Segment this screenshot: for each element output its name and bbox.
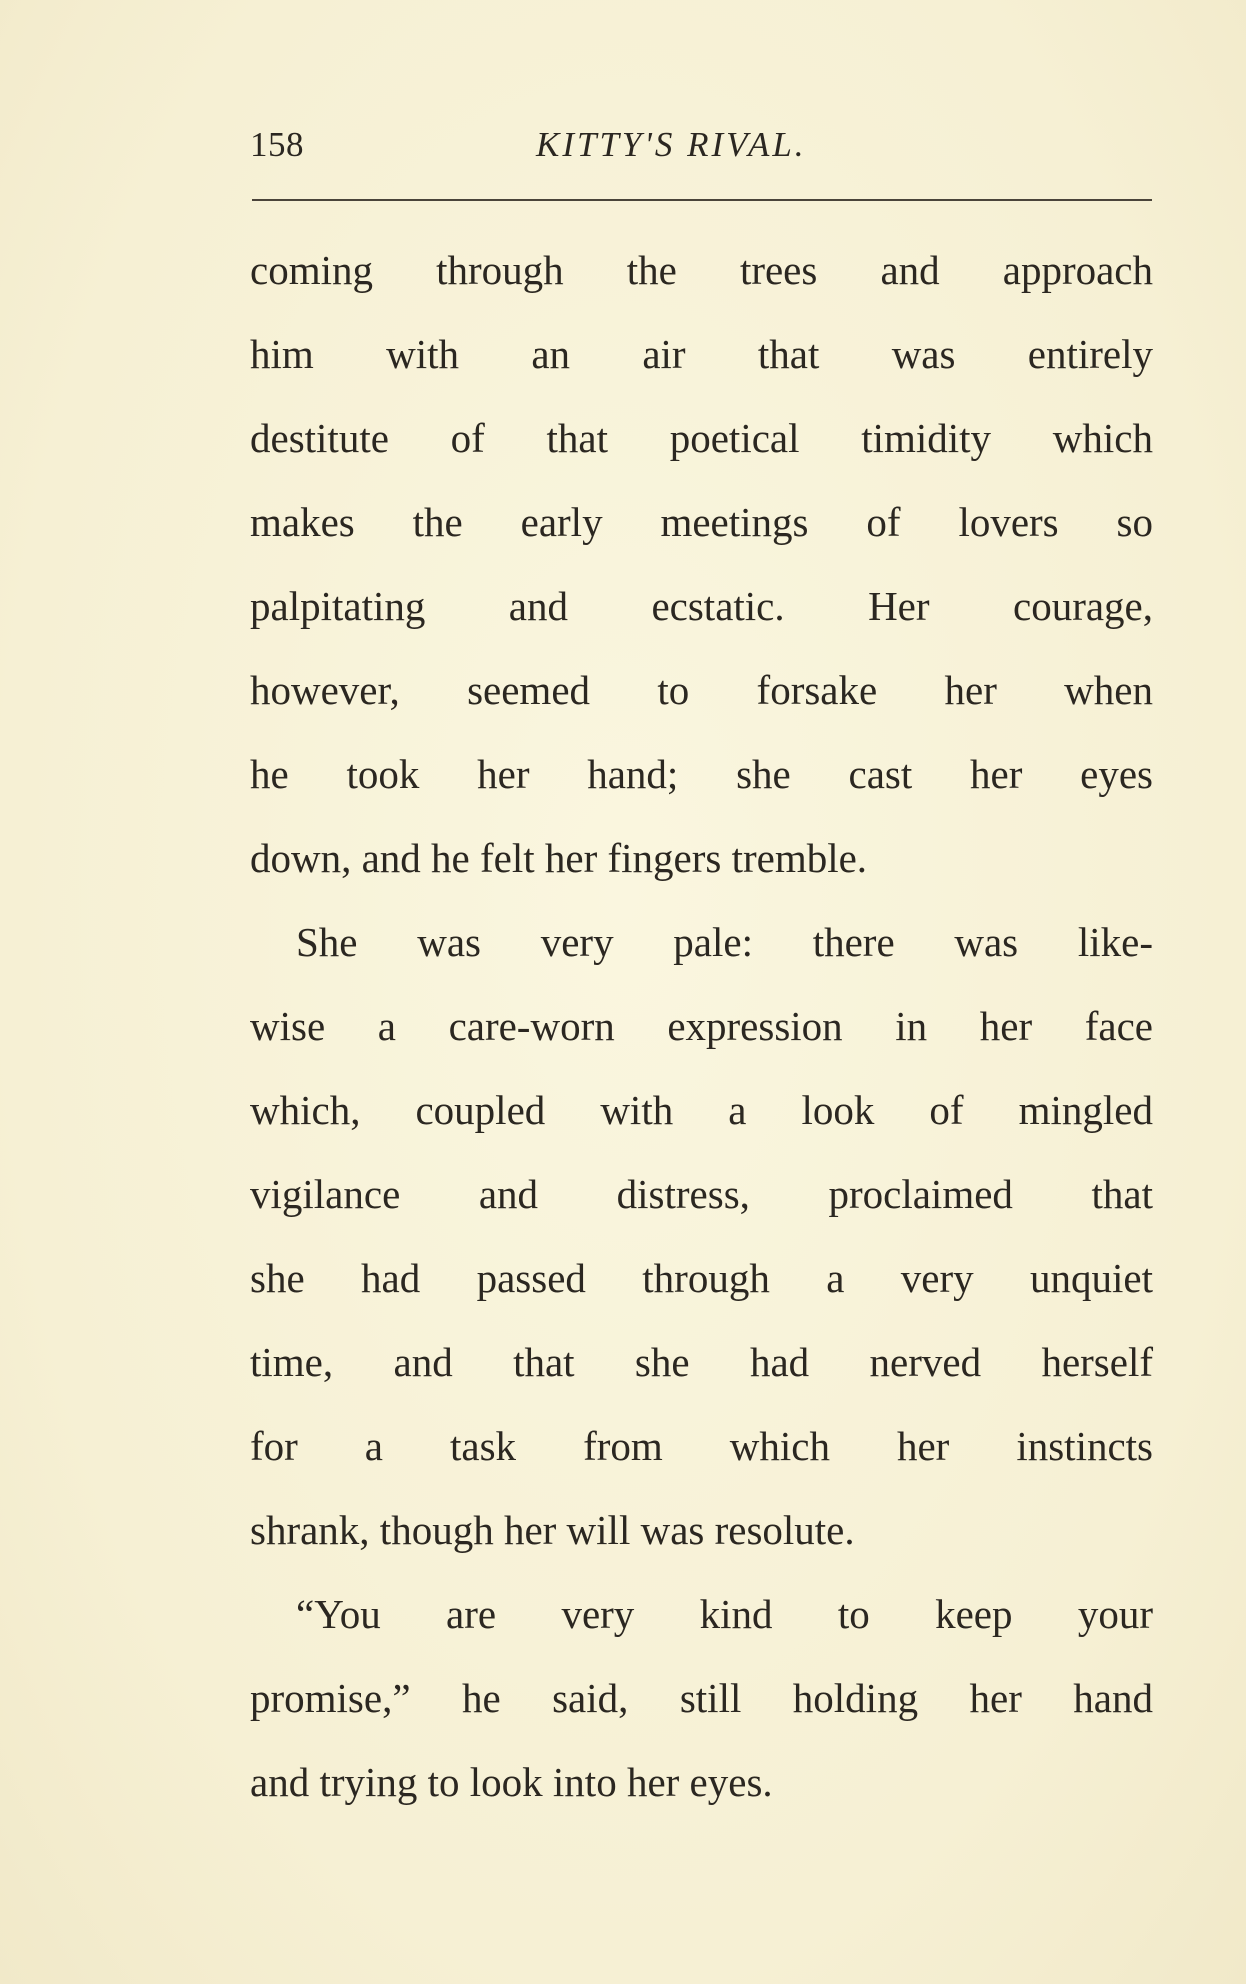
text-line: however, seemed to forsake her when — [250, 667, 1153, 713]
running-title: KITTY'S RIVAL. — [536, 125, 807, 164]
page-header — [250, 125, 1150, 175]
text-line: “You are very kind to keep your — [296, 1591, 1153, 1637]
body-text — [250, 240, 1153, 1836]
text-line: him with an air that was entirely — [250, 331, 1153, 377]
text-line: palpitating and ecstatic. Her courage, — [250, 583, 1153, 629]
text-line: destitute of that poetical timidity which — [250, 415, 1153, 461]
text-line: shrank, though her will was resolute. — [250, 1507, 855, 1553]
text-line: She was very pale: there was like- — [296, 919, 1153, 965]
text-line: time, and that she had nerved herself — [250, 1339, 1153, 1385]
text-line: promise,” he said, still holding her hand — [250, 1675, 1153, 1721]
text-line: he took her hand; she cast her eyes — [250, 751, 1153, 797]
text-line: vigilance and distress, proclaimed that — [250, 1171, 1153, 1217]
text-line: down, and he felt her fingers tremble. — [250, 835, 868, 881]
text-line: makes the early meetings of lovers so — [250, 499, 1153, 545]
page-number: 158 — [250, 125, 304, 164]
text-line: she had passed through a very unquiet — [250, 1255, 1153, 1301]
text-line: coming through the trees and approach — [250, 247, 1153, 293]
text-line: for a task from which her instincts — [250, 1423, 1153, 1469]
text-line: which, coupled with a look of mingled — [250, 1087, 1153, 1133]
text-line: wise a care-worn expression in her face — [250, 1003, 1153, 1049]
header-rule — [252, 199, 1152, 201]
text-line: and trying to look into her eyes. — [250, 1759, 773, 1805]
